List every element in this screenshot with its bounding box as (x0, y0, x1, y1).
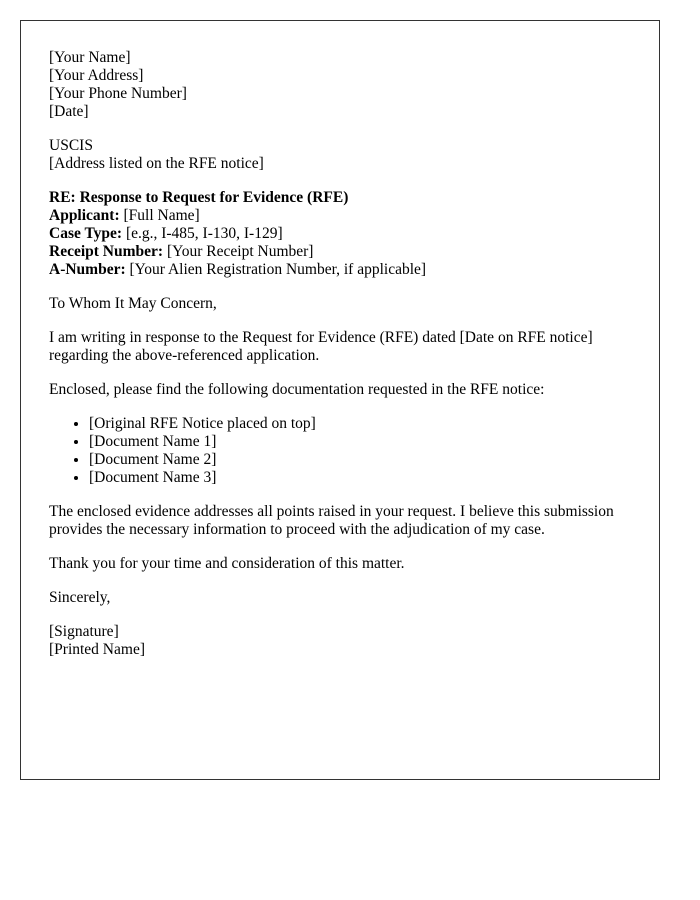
recipient-block (49, 137, 631, 173)
thanks-paragraph: Thank you for your time and consideration of this matter. (49, 555, 405, 572)
letter-date: [Date] (49, 103, 89, 120)
closing-paragraph: The enclosed evidence addresses all points raised in your request. I believe this submission provides the necessary information to proceed with the adjudication of my case. (49, 503, 614, 538)
field-label: Receipt Number: (49, 243, 164, 260)
salutation: To Whom It May Concern, (49, 295, 217, 312)
signature: [Signature] (49, 623, 119, 640)
field-value: [e.g., I-485, I-130, I-129] (125, 225, 283, 242)
recipient-agency: USCIS (49, 137, 93, 154)
reference-applicant (49, 207, 631, 225)
sender-block (49, 49, 631, 121)
reference-case-type (49, 225, 631, 243)
sender-phone: [Your Phone Number] (49, 85, 187, 102)
list-item: • [Document Name 1] (89, 433, 631, 451)
closing-salutation: Sincerely, (49, 589, 111, 606)
subject-line: RE: Response to Request for Evidence (RFE) (49, 189, 349, 206)
intro-paragraph: I am writing in response to the Request for Evidence (RFE) dated [Date on RFE notice] regarding the above-referenced application. (49, 329, 593, 364)
field-value: [Your Alien Registration Number, if applicable] (129, 261, 427, 278)
list-item: • [Document Name 3] (89, 469, 631, 487)
reference-receipt-number (49, 243, 631, 261)
list-item: • [Original RFE Notice placed on top] (89, 415, 631, 433)
signature-block (49, 623, 631, 659)
enclosed-intro: Enclosed, please find the following documentation requested in the RFE notice: (49, 381, 545, 398)
sender-address: [Your Address] (49, 67, 144, 84)
field-label: Applicant: (49, 207, 120, 224)
reference-block (49, 189, 631, 279)
document-list (49, 415, 631, 487)
field-value: [Your Receipt Number] (166, 243, 314, 260)
field-label: A-Number: (49, 261, 126, 278)
printed-name: [Printed Name] (49, 641, 145, 658)
reference-a-number (49, 261, 631, 279)
recipient-address: [Address listed on the RFE notice] (49, 155, 264, 172)
sender-name: [Your Name] (49, 49, 131, 66)
field-value: [Full Name] (123, 207, 200, 224)
letter-page (20, 20, 660, 780)
list-item: • [Document Name 2] (89, 451, 631, 469)
field-label: Case Type: (49, 225, 123, 242)
